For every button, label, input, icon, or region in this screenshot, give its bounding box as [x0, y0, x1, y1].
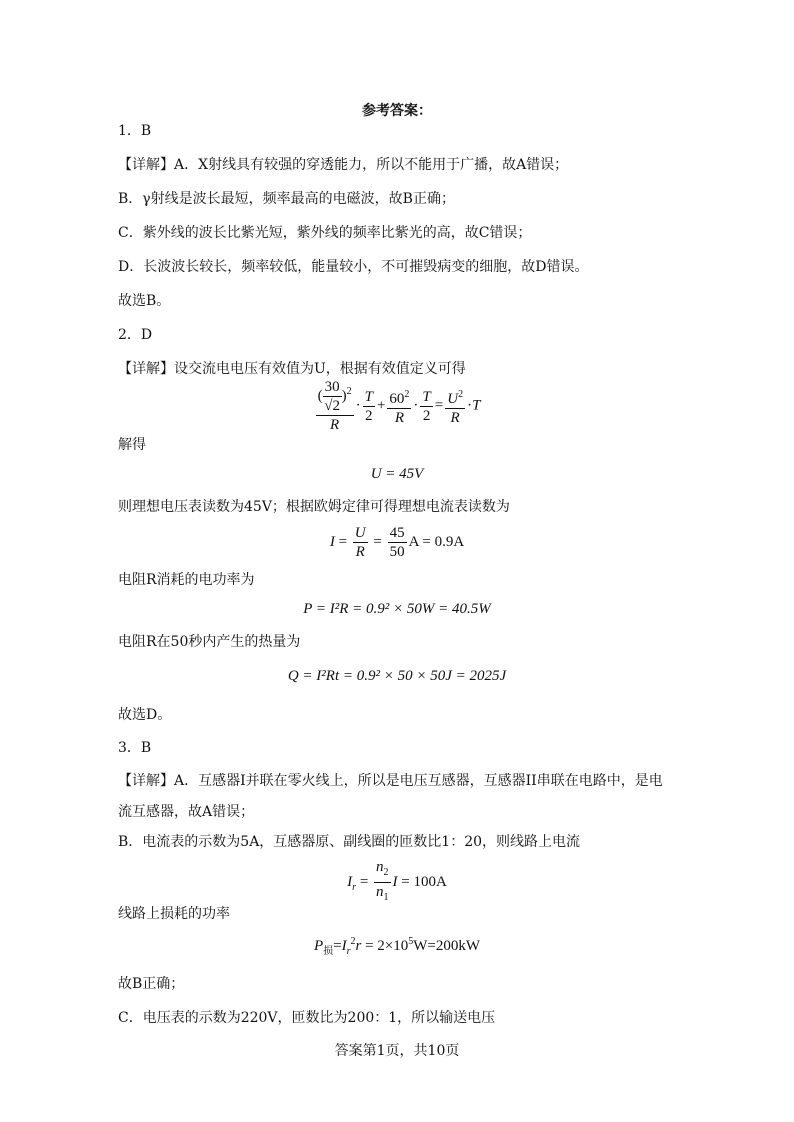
answer-3-number: 3．B — [118, 740, 152, 756]
answer-2-number: 2．D — [118, 327, 153, 343]
answer-1-choice: 故选B。 — [118, 293, 171, 309]
equation-current: I = $\frac{U}{R}$ = $\frac{45}{50}$ A = 0.9A — [329, 525, 465, 560]
equation-line-current: $I_r$ = $\frac{n_2}{n_1}$ I = 100A — [347, 859, 447, 903]
answer-2-line-d: 电阻R在50秒内产生的热量为 — [118, 634, 301, 650]
answer-3-line-c: 线路上损耗的功率 — [118, 906, 230, 922]
answer-3-line-d: 故B正确； — [118, 976, 185, 992]
answer-3-line-a-cont: 流互感器，故A错误； — [118, 804, 255, 820]
equation-effective-value: ( $\frac{30}{√2}$ )$^2$ R · $\frac{T}{2}$ + $\frac{60^2}{R}$ · $\frac{T}{2}$ = $\frac{U^2}{R}$ ·T — [317, 379, 481, 433]
answer-3-line-e: C．电压表的示数为220V，匝数比为200：1，所以输送电压 — [118, 1010, 496, 1026]
answer-2-line-a: 【详解】设交流电电压有效值为U，根据有效值定义可得 — [118, 361, 466, 377]
answer-3-line-b: B．电流表的示数为5A，互感器原、副线圈的匝数比1：20，则线路上电流 — [118, 834, 581, 850]
answer-1-line-d: D．长波波长较长，频率较低，能量较小，不可摧毁病变的细胞，故D错误。 — [118, 259, 589, 275]
answer-1-line-b: B．γ射线是波长最短，频率最高的电磁波，故B正确； — [118, 191, 455, 207]
answer-1-line-a: 【详解】A．X射线具有较强的穿透能力，所以不能用于广播，故A错误； — [118, 157, 569, 173]
equation-power-loss: $P_损=I_r^2r = 2\times 10^5W=200kW$ — [313, 936, 481, 957]
equation-heat: Q = I²Rt = 0.9² × 50 × 50J = 2025J — [287, 668, 507, 684]
equation-u: U = 45V — [370, 466, 424, 482]
page-footer: 答案第1页，共10页 — [334, 1043, 460, 1059]
answer-1-number: 1．B — [118, 123, 152, 139]
answer-2-solve: 解得 — [118, 437, 146, 453]
equation-power: P = I²R = 0.9² × 50W = 40.5W — [303, 601, 491, 617]
answer-2-line-c: 电阻R消耗的电功率为 — [118, 572, 255, 588]
answer-3-line-a: 【详解】A．互感器I并联在零火线上，所以是电压互感器，互感器II串联在电路中，是电 — [118, 773, 663, 789]
answer-2-line-b: 则理想电压表读数为45V；根据欧姆定律可得理想电流表读数为 — [118, 499, 510, 515]
page-title: 参考答案： — [362, 103, 432, 119]
answer-1-line-c: C．紫外线的波长比紫光短，紫外线的频率比紫光的高，故C错误； — [118, 225, 532, 241]
answer-2-choice: 故选D。 — [118, 707, 172, 723]
